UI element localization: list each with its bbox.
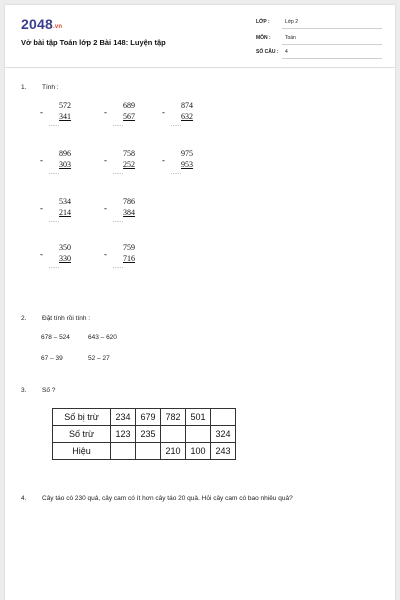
q4-text: Cây táo có 230 quả, cây cam có ít hơn cây táo 20 quả. Hỏi cây cam có bao nhiêu quả? bbox=[42, 495, 293, 502]
answer-blank[interactable]: ...... bbox=[49, 123, 60, 128]
expression: 67 – 39 bbox=[41, 355, 63, 362]
table-cell[interactable] bbox=[211, 409, 236, 426]
answer-blank[interactable]: ...... bbox=[171, 171, 182, 176]
subtrahend: 252 bbox=[123, 160, 135, 169]
meta-count-value: 4 bbox=[285, 49, 288, 55]
header-divider bbox=[5, 67, 395, 68]
minuend: 758 bbox=[123, 149, 135, 158]
table-cell: 324 bbox=[211, 426, 236, 443]
expression: 643 – 620 bbox=[88, 334, 117, 341]
minuend: 975 bbox=[181, 149, 193, 158]
expression: 678 – 524 bbox=[41, 334, 70, 341]
subtrahend: 341 bbox=[59, 112, 71, 121]
q2-text: Đặt tính rồi tính : bbox=[42, 315, 91, 322]
minus-sign: - bbox=[40, 155, 43, 165]
subtrahend: 303 bbox=[59, 160, 71, 169]
minus-sign: - bbox=[162, 107, 165, 117]
q3-number: 3. bbox=[21, 387, 27, 394]
meta-subject-line bbox=[282, 44, 382, 45]
table-cell: 123 bbox=[111, 426, 136, 443]
minus-sign: - bbox=[40, 249, 43, 259]
logo-suffix: .vn bbox=[52, 24, 63, 30]
number-table bbox=[52, 408, 236, 460]
minuend: 534 bbox=[59, 197, 71, 206]
subtrahend: 716 bbox=[123, 254, 135, 263]
answer-blank[interactable]: ...... bbox=[49, 265, 60, 270]
minuend: 874 bbox=[181, 101, 193, 110]
meta-subject-value: Toán bbox=[285, 35, 296, 41]
meta-count-label: SỐ CÂU : bbox=[256, 49, 279, 55]
table-cell[interactable] bbox=[186, 426, 211, 443]
table-row bbox=[53, 426, 236, 443]
table-cell: 235 bbox=[136, 426, 161, 443]
minuend: 786 bbox=[123, 197, 135, 206]
row-header: Số bị trừ bbox=[53, 409, 111, 426]
table-cell[interactable] bbox=[136, 443, 161, 460]
minuend: 350 bbox=[59, 243, 71, 252]
expression: 52 – 27 bbox=[88, 355, 110, 362]
subtrahend: 214 bbox=[59, 208, 71, 217]
minuend: 689 bbox=[123, 101, 135, 110]
minus-sign: - bbox=[104, 107, 107, 117]
q1-text: Tính : bbox=[42, 84, 59, 91]
table-row bbox=[53, 409, 236, 426]
q4-number: 4. bbox=[21, 495, 27, 502]
answer-blank[interactable]: ...... bbox=[113, 219, 124, 224]
table-cell: 100 bbox=[186, 443, 211, 460]
table-cell: 243 bbox=[211, 443, 236, 460]
minuend: 572 bbox=[59, 101, 71, 110]
answer-blank[interactable]: ...... bbox=[49, 171, 60, 176]
answer-blank[interactable]: ...... bbox=[171, 123, 182, 128]
subtrahend: 384 bbox=[123, 208, 135, 217]
site-logo[interactable] bbox=[21, 16, 62, 32]
meta-subject-label: MÔN : bbox=[256, 35, 271, 41]
table-row bbox=[53, 443, 236, 460]
table-cell: 210 bbox=[161, 443, 186, 460]
meta-grade-value: Lớp 2 bbox=[285, 19, 299, 25]
answer-blank[interactable]: ...... bbox=[113, 265, 124, 270]
table-cell: 501 bbox=[186, 409, 211, 426]
table-cell: 234 bbox=[111, 409, 136, 426]
table-cell: 679 bbox=[136, 409, 161, 426]
minus-sign: - bbox=[104, 249, 107, 259]
q3-text: Số ? bbox=[42, 387, 56, 394]
meta-count-line bbox=[282, 58, 382, 59]
logo-text: 2048 bbox=[21, 16, 53, 32]
table-cell[interactable] bbox=[111, 443, 136, 460]
worksheet bbox=[5, 5, 395, 600]
answer-blank[interactable]: ...... bbox=[113, 171, 124, 176]
subtrahend: 330 bbox=[59, 254, 71, 263]
row-header: Số trừ bbox=[53, 426, 111, 443]
meta-grade-line bbox=[282, 28, 382, 29]
minus-sign: - bbox=[40, 203, 43, 213]
minuend: 896 bbox=[59, 149, 71, 158]
meta-grade bbox=[256, 19, 298, 25]
page-title: Vở bài tập Toán lớp 2 Bài 148: Luyện tập bbox=[21, 38, 166, 47]
meta-subject bbox=[256, 35, 296, 41]
minus-sign: - bbox=[162, 155, 165, 165]
minus-sign: - bbox=[104, 155, 107, 165]
q2-number: 2. bbox=[21, 315, 27, 322]
minus-sign: - bbox=[40, 107, 43, 117]
subtrahend: 953 bbox=[181, 160, 193, 169]
meta-grade-label: LỚP : bbox=[256, 19, 270, 25]
table-cell[interactable] bbox=[161, 426, 186, 443]
minus-sign: - bbox=[104, 203, 107, 213]
row-header: Hiệu bbox=[53, 443, 111, 460]
q1-number: 1. bbox=[21, 84, 27, 91]
table-cell: 782 bbox=[161, 409, 186, 426]
subtrahend: 632 bbox=[181, 112, 193, 121]
minuend: 759 bbox=[123, 243, 135, 252]
meta-count bbox=[256, 49, 288, 55]
subtrahend: 567 bbox=[123, 112, 135, 121]
answer-blank[interactable]: ...... bbox=[113, 123, 124, 128]
answer-blank[interactable]: ...... bbox=[49, 219, 60, 224]
